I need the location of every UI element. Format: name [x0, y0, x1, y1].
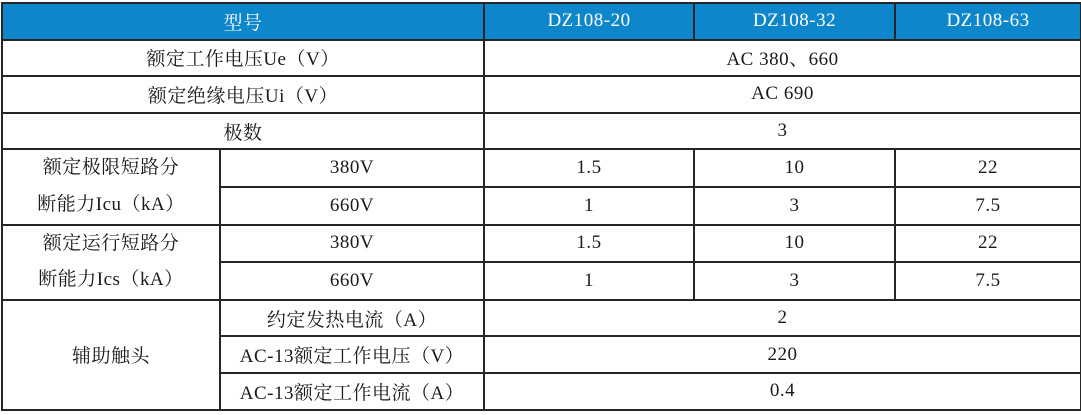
row-rated-insulation-voltage — [2, 76, 1081, 113]
value-ac13-rated-current: 0.4 — [484, 373, 1081, 410]
label-ics-line2: 断能力Ics（kA） — [38, 269, 184, 291]
value-conventional-thermal-current: 2 — [484, 300, 1081, 337]
label-rated-working-voltage: 额定工作电压Ue（V） — [2, 40, 484, 77]
row-ics-380v — [2, 225, 1081, 263]
label-ics-line1: 额定运行短路分 — [42, 232, 180, 254]
header-col-dz108-63: DZ108-63 — [895, 3, 1081, 40]
value-icu-660v-dz63: 7.5 — [895, 187, 1081, 225]
value-ics-380v-dz32: 10 — [694, 225, 895, 263]
value-ics-380v-dz20: 1.5 — [484, 225, 694, 263]
value-rated-insulation-voltage: AC 690 — [484, 76, 1081, 113]
label-ac13-rated-voltage: AC-13额定工作电压（V） — [220, 336, 484, 373]
label-icu-380v: 380V — [220, 149, 484, 187]
label-ics-380v: 380V — [220, 225, 484, 263]
value-poles: 3 — [484, 113, 1081, 150]
value-icu-380v-dz63: 22 — [895, 149, 1081, 187]
value-ics-660v-dz32: 3 — [694, 262, 895, 300]
value-ics-380v-dz63: 22 — [895, 225, 1081, 263]
value-icu-380v-dz20: 1.5 — [484, 149, 694, 187]
label-auxiliary-contact: 辅助触头 — [2, 300, 220, 410]
header-row — [2, 3, 1081, 40]
label-icu — [2, 149, 220, 224]
value-ics-660v-dz20: 1 — [484, 262, 694, 300]
value-icu-380v-dz32: 10 — [694, 149, 895, 187]
label-poles: 极数 — [2, 113, 484, 150]
value-ac13-rated-voltage: 220 — [484, 336, 1081, 373]
row-poles — [2, 113, 1081, 150]
label-icu-line1: 额定极限短路分 — [42, 157, 180, 179]
value-ics-660v-dz63: 7.5 — [895, 262, 1081, 300]
row-rated-working-voltage — [2, 40, 1081, 77]
label-ac13-rated-current: AC-13额定工作电流（A） — [220, 373, 484, 410]
header-model: 型号 — [2, 3, 484, 40]
value-icu-660v-dz20: 1 — [484, 187, 694, 225]
spec-table — [1, 2, 1081, 411]
label-ics-660v: 660V — [220, 262, 484, 300]
label-conventional-thermal-current: 约定发热电流（A） — [220, 300, 484, 337]
header-col-dz108-32: DZ108-32 — [694, 3, 895, 40]
value-icu-660v-dz32: 3 — [694, 187, 895, 225]
label-rated-insulation-voltage: 额定绝缘电压Ui（V） — [2, 76, 484, 113]
header-col-dz108-20: DZ108-20 — [484, 3, 694, 40]
row-icu-380v — [2, 149, 1081, 187]
value-rated-working-voltage: AC 380、660 — [484, 40, 1081, 77]
label-ics — [2, 225, 220, 300]
label-icu-line2: 断能力Icu（kA） — [37, 193, 185, 215]
row-aux-thermal-current — [2, 300, 1081, 337]
label-icu-660v: 660V — [220, 187, 484, 225]
